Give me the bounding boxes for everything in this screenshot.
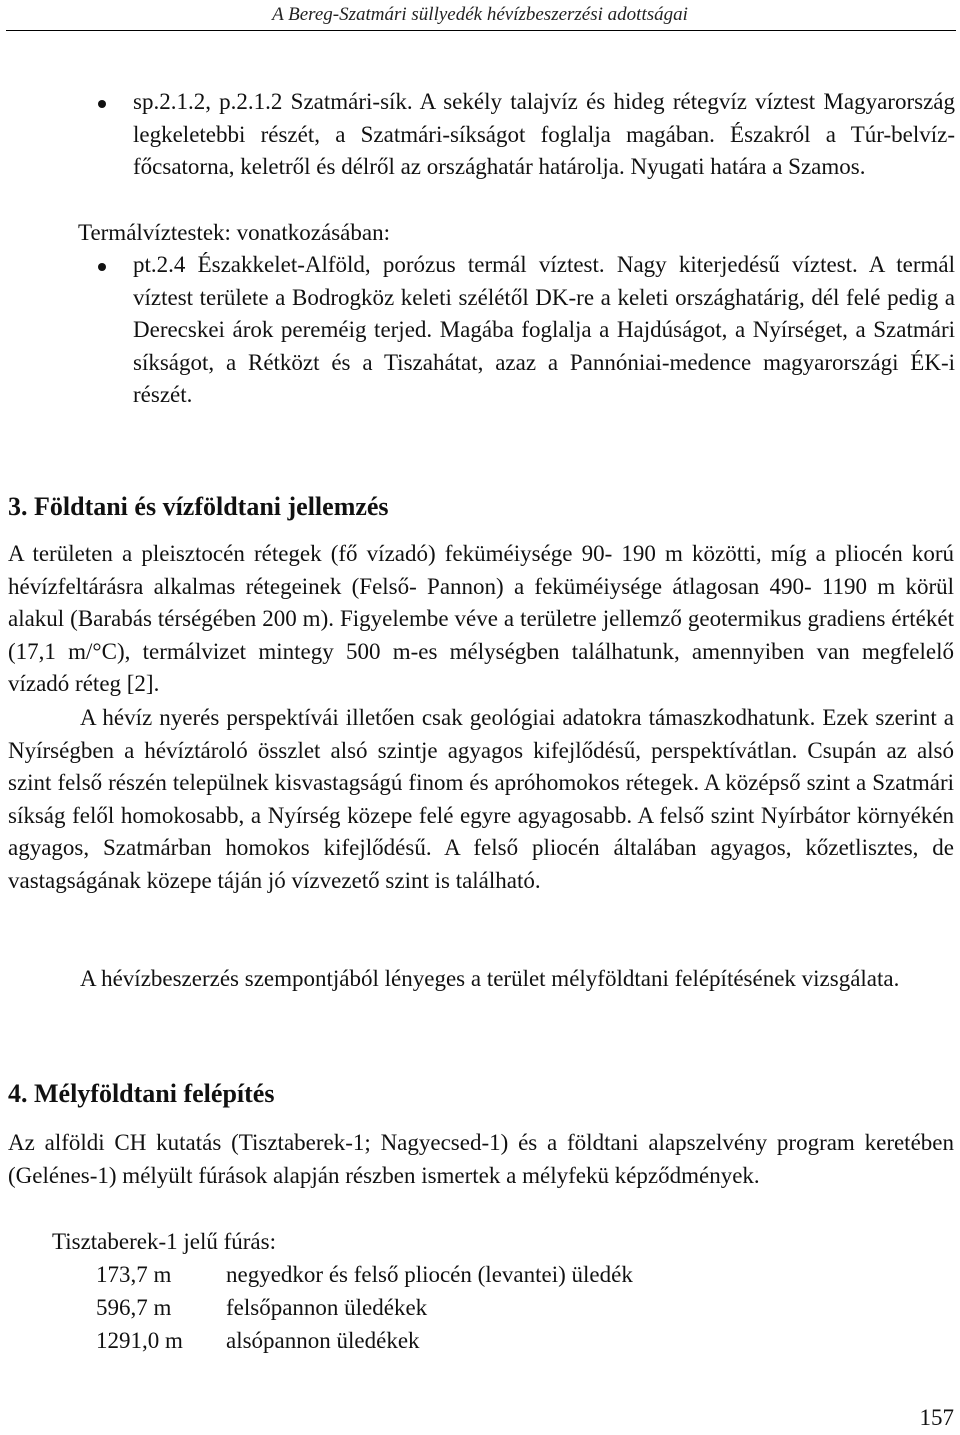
section-4-paragraph-1: Az alföldi CH kutatás (Tisztaberek-1; Nagyecsed-1) és a földtani alapszelvény program keretében (Gelénes-1) mélyült fúrások alapján részben ismertek a mélyfekü képződmények. [8, 1130, 954, 1188]
drill-depth: 1291,0 m [96, 1328, 183, 1353]
bullet-paragraph-szatmari-sik: sp.2.1.2, p.2.1.2 Szatmári-sík. A sekély talajvíz és hideg rétegvíz víztest Magyarország legkeletebbi részét, a Szatmári-síkságot foglalja magában. Északról a Túr-belvíz-főcsatorna, keletről és délről az országhatár határolja. Nyugati határa a Szamos. [133, 89, 955, 180]
section-3-paragraph-3: A hévízbeszerzés szempontjából lényeges a terület mélyföldtani felépítésének vizsgálata. [80, 966, 900, 991]
drill-description: alsópannon üledékek [226, 1328, 420, 1353]
bullet-icon [98, 100, 106, 108]
section-3-paragraph-2: A hévíz nyerés perspektívái illetően csak geológiai adatokra támaszkodhatunk. Ezek szerint a Nyírségben a hévíztároló összlet alsó szintje agyagos kifejlődésű, perspektívátlan. Csupán az alsó szint felső részén települnek kisvastagságú finom és apróhomokos rétegek. A középső szint a Szatmári síkság felől homokosabb, a Nyírség közepe felé egyre agyagosabb. A felső szint Nyírbátor környékén agyagos, Szatmárban homokos kifejlődésű. A felső pliocén általában agyagos, kőzetlisztes, de vastagságának közepe táján jó vízvezető szint is található. [8, 705, 954, 893]
drill-depth: 173,7 m [96, 1262, 172, 1287]
header-rule [6, 30, 956, 31]
running-header: A Bereg-Szatmári süllyedék hévízbeszerzési adottságai [272, 4, 688, 25]
section-3-title: 3. Földtani és vízföldtani jellemzés [8, 492, 389, 521]
thermal-subheading: Termálvíztestek: vonatkozásában: [78, 220, 390, 245]
bullet-paragraph-eszakkelet-alfold: pt.2.4 Északkelet-Alföld, porózus termál víztest. Nagy kiterjedésű víztest. A termál víztest területe a Bodrogköz keleti szélétől DK-re a keleti országhatárig, dél felé pedig a Derecskei árok pereméig terjed. Magába foglalja a Hajdúságot, a Nyírséget, a Szatmári síkságot, a Rétközt és a Tiszahátat, azaz a Pannóniai-medence magyarországi ÉK-i részét. [133, 252, 955, 408]
drill-label: Tisztaberek-1 jelű fúrás: [52, 1229, 276, 1254]
drill-description: negyedkor és felső pliocén (levantei) üledék [226, 1262, 633, 1287]
page-number: 157 [919, 1405, 954, 1430]
section-4-title: 4. Mélyföldtani felépítés [8, 1079, 275, 1108]
drill-description: felsőpannon üledékek [226, 1295, 428, 1320]
bullet-icon [98, 263, 106, 271]
section-3-paragraph-1: A területen a pleisztocén rétegek (fő vízadó) feküméiysége 90- 190 m közötti, míg a pliocén korú hévízfeltárásra alkalmas rétegeinek (Felső- Pannon) a feküméiysége átlagosan 490- 1190 m körül alakul (Barabás térségében 200 m). Figyelembe véve a területre jellemző geotermikus gradiens értékét (17,1 m/°C), termálvizet mintegy 500 m-es mélységben találhatunk, amennyiben van megfelelő vízadó réteg [2]. [8, 541, 954, 697]
drill-depth: 596,7 m [96, 1295, 172, 1320]
